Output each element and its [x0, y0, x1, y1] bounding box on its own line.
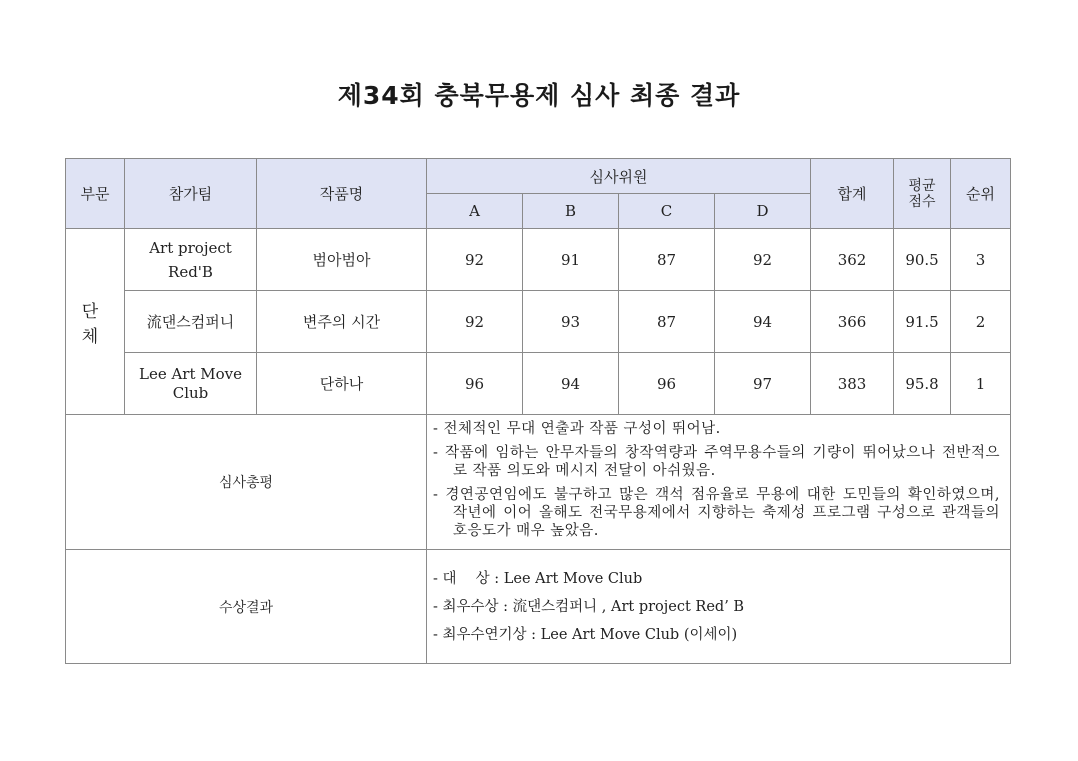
rank-cell: 1 [951, 353, 1011, 415]
category-cell: 단 체 [66, 229, 125, 415]
review-row [66, 415, 1011, 550]
header-average-line2: 점수 [908, 193, 936, 210]
average-cell: 91.5 [894, 291, 951, 353]
results-table [65, 158, 1011, 664]
score-c-cell: 87 [619, 229, 715, 291]
rank-cell: 2 [951, 291, 1011, 353]
awards-list [433, 570, 1000, 644]
score-d-cell: 97 [715, 353, 811, 415]
review-label: 심사총평 [66, 415, 427, 550]
header-judges-group: 심사위원 [427, 159, 811, 194]
average-cell: 90.5 [894, 229, 951, 291]
score-a-cell: 96 [427, 353, 523, 415]
table-row [66, 291, 1011, 353]
awards-list-cell [427, 550, 1011, 664]
award-item: - 최우수연기상 : Lee Art Move Club (이세이) [433, 626, 738, 643]
total-cell: 362 [811, 229, 894, 291]
team-name-line1: Art project [149, 238, 232, 257]
review-item: - 경연공연임에도 불구하고 많은 객석 점유율로 무용에 대한 도민들의 확인하였으며, 작년에 이어 올해도 전국무용제에서 지향하는 축제성 프로그램 구성으로 관객들의 호응도가 매우 높았음. [433, 487, 1001, 539]
table-row [66, 353, 1011, 415]
team-name-line1: Lee Art Move [138, 364, 243, 383]
header-total: 합계 [811, 159, 894, 229]
award-item: - 대 상 : Lee Art Move Club [433, 570, 643, 587]
table-row [66, 229, 1011, 291]
total-cell: 383 [811, 353, 894, 415]
header-average [894, 159, 951, 229]
rank-cell: 3 [951, 229, 1011, 291]
score-a-cell: 92 [427, 229, 523, 291]
score-d-cell: 92 [715, 229, 811, 291]
header-judge-d: D [715, 194, 811, 229]
awards-row [66, 550, 1011, 664]
team-cell: 流댄스컴퍼니 [125, 291, 257, 353]
header-judge-b: B [523, 194, 619, 229]
score-b-cell: 93 [523, 291, 619, 353]
award-item: - 최우수상 : 流댄스컴퍼니 , Art project Red’ B [433, 598, 745, 615]
score-b-cell: 91 [523, 229, 619, 291]
review-notes [427, 415, 1011, 550]
header-judge-a: A [427, 194, 523, 229]
team-cell [125, 353, 257, 415]
team-cell [125, 229, 257, 291]
work-cell: 범아범아 [257, 229, 427, 291]
document-title: 제34회 충북무용제 심사 최종 결과 [337, 81, 741, 110]
score-c-cell: 96 [619, 353, 715, 415]
score-a-cell: 92 [427, 291, 523, 353]
awards-label: 수상결과 [66, 550, 427, 664]
team-name-line2: Club [172, 383, 209, 402]
header-category: 부문 [66, 159, 125, 229]
header-average-line1: 평균 [908, 177, 936, 194]
work-cell: 변주의 시간 [257, 291, 427, 353]
work-cell: 단하나 [257, 353, 427, 415]
review-item: - 전체적인 무대 연출과 작품 구성이 뛰어남. [433, 421, 721, 437]
score-b-cell: 94 [523, 353, 619, 415]
header-judge-c: C [619, 194, 715, 229]
review-item: - 작품에 임하는 안무자들의 창작역량과 주역무용수들의 기량이 뛰어났으나 전반적으로 작품 의도와 메시지 전달이 아쉬웠음. [433, 445, 1001, 479]
header-team: 참가팀 [125, 159, 257, 229]
total-cell: 366 [811, 291, 894, 353]
header-work: 작품명 [257, 159, 427, 229]
score-d-cell: 94 [715, 291, 811, 353]
average-cell: 95.8 [894, 353, 951, 415]
review-list [433, 420, 1000, 540]
score-c-cell: 87 [619, 291, 715, 353]
team-name-line2: Red'B [168, 262, 213, 281]
header-rank: 순위 [951, 159, 1011, 229]
